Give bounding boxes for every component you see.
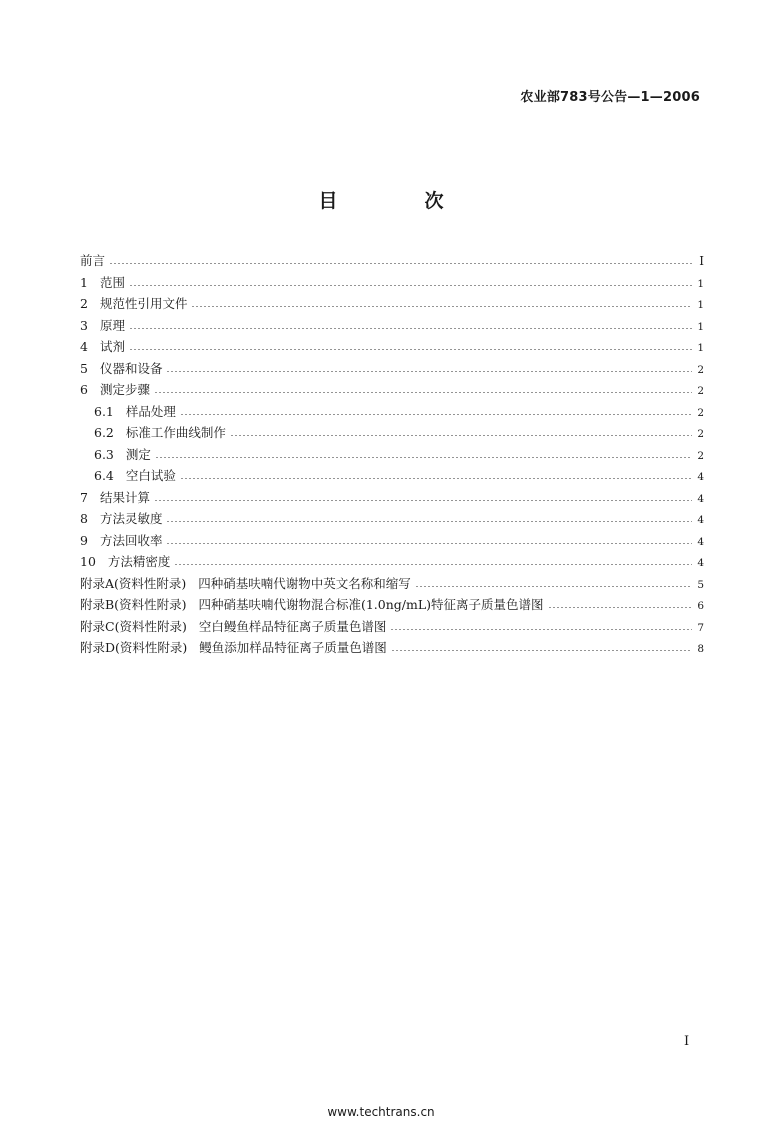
- toc-entry[interactable]: [80, 336, 704, 358]
- toc-entry[interactable]: [80, 487, 704, 509]
- toc-entry[interactable]: [80, 616, 704, 638]
- dot-leader: [180, 478, 692, 479]
- dot-leader: [230, 435, 692, 436]
- dot-leader: [166, 371, 692, 372]
- dot-leader: [166, 521, 692, 522]
- footer-url: www.techtrans.cn: [327, 1105, 435, 1119]
- toc-entry-page: 4: [697, 557, 704, 569]
- toc-entry-number: 6.3: [94, 446, 114, 462]
- toc-entry-page: 2: [697, 385, 704, 397]
- toc-title: 目 次: [318, 190, 478, 212]
- dot-leader: [129, 285, 692, 286]
- dot-leader: [415, 586, 692, 587]
- toc-entry-title: 测定: [125, 446, 151, 462]
- toc-entry-page: 7: [697, 621, 704, 634]
- toc-entry-page: 1: [697, 277, 704, 290]
- dot-leader: [155, 457, 692, 458]
- toc-entry-page: 1: [697, 320, 704, 333]
- toc-entry-page: 1: [697, 342, 704, 354]
- toc-entry[interactable]: [80, 293, 704, 315]
- toc-entry[interactable]: [80, 551, 704, 573]
- dot-leader: [109, 263, 692, 264]
- toc-entry-title: 方法精密度: [107, 554, 171, 569]
- dot-leader: [390, 629, 692, 630]
- table-of-contents: [80, 250, 704, 659]
- toc-entry[interactable]: [80, 573, 704, 595]
- toc-entry[interactable]: [80, 379, 704, 401]
- toc-entry-number: 6: [80, 382, 88, 397]
- toc-entry-page: 2: [697, 428, 704, 440]
- toc-entry[interactable]: [80, 422, 704, 444]
- toc-entry-number: 7: [80, 489, 88, 505]
- toc-entry[interactable]: [80, 315, 704, 337]
- toc-entry-page: 4: [697, 535, 704, 548]
- page-number: I: [684, 1034, 690, 1049]
- toc-entry-title: 仪器和设备: [99, 360, 163, 376]
- toc-entry-page: 1: [697, 299, 704, 311]
- toc-entry-title: 规范性引用文件: [99, 296, 188, 311]
- toc-entry-title: 样品处理: [125, 403, 176, 419]
- toc-entry-page: I: [699, 254, 704, 268]
- toc-entry-number: 6.4: [94, 468, 114, 483]
- toc-entry-title: 方法灵敏度: [99, 511, 163, 526]
- toc-entry-number: 6.1: [94, 403, 114, 419]
- toc-entry-title: 方法回收率: [99, 532, 163, 548]
- toc-entry-page: 2: [697, 449, 704, 462]
- dot-leader: [154, 392, 692, 393]
- toc-entry-page: 6: [697, 600, 704, 612]
- toc-entry[interactable]: [80, 594, 704, 616]
- toc-entry-number: 4: [80, 339, 88, 354]
- toc-entry-number: 3: [80, 317, 88, 333]
- toc-entry-number: 8: [80, 511, 88, 526]
- dot-leader: [129, 328, 692, 329]
- toc-entry-title: 前言: [80, 253, 106, 268]
- toc-entry-page: 5: [697, 578, 704, 591]
- dot-leader: [391, 650, 692, 651]
- toc-entry-number: 6.2: [94, 425, 114, 440]
- toc-entry-number: 5: [80, 360, 88, 376]
- dot-leader: [548, 607, 692, 608]
- toc-entry[interactable]: [80, 508, 704, 530]
- toc-entry[interactable]: [80, 637, 704, 659]
- toc-entry-page: 2: [697, 406, 704, 419]
- toc-entry-title: 标准工作曲线制作: [125, 425, 226, 440]
- toc-entry-title: 范围: [99, 274, 125, 290]
- toc-entry-title: 鳗鱼添加样品特征离子质量色谱图: [199, 640, 387, 655]
- toc-entry-number: 附录C(资料性附录): [80, 618, 187, 634]
- toc-entry[interactable]: [80, 444, 704, 466]
- toc-entry-title: 空白鳗鱼样品特征离子质量色谱图: [198, 618, 387, 634]
- dot-leader: [191, 306, 692, 307]
- toc-entry[interactable]: [80, 530, 704, 552]
- dot-leader: [129, 349, 692, 350]
- toc-entry[interactable]: [80, 250, 704, 272]
- toc-entry-page: 4: [697, 492, 704, 505]
- toc-entry-page: 4: [697, 471, 704, 483]
- toc-entry-number: 附录D(资料性附录): [80, 640, 188, 655]
- toc-entry-title: 四种硝基呋喃代谢物中英文名称和缩写: [198, 575, 411, 591]
- toc-entry-title: 四种硝基呋喃代谢物混合标准(1.0ng/mL)特征离子质量色谱图: [198, 597, 544, 612]
- dot-leader: [174, 564, 692, 565]
- toc-entry[interactable]: [80, 401, 704, 423]
- dot-leader: [154, 500, 692, 501]
- toc-entry-number: 1: [80, 274, 88, 290]
- toc-entry-page: 4: [697, 514, 704, 526]
- toc-entry-title: 结果计算: [99, 489, 150, 505]
- toc-entry-page: 2: [697, 363, 704, 376]
- dot-leader: [166, 543, 692, 544]
- toc-entry-number: 10: [80, 554, 96, 569]
- toc-entry[interactable]: [80, 358, 704, 380]
- toc-entry-title: 试剂: [99, 339, 125, 354]
- standard-code: 农业部783号公告—1—2006: [520, 90, 700, 105]
- toc-entry-number: 9: [80, 532, 88, 548]
- toc-entry-number: 2: [80, 296, 88, 311]
- toc-entry-number: 附录B(资料性附录): [80, 597, 187, 612]
- toc-entry[interactable]: [80, 272, 704, 294]
- toc-entry[interactable]: [80, 465, 704, 487]
- toc-entry-title: 原理: [99, 317, 125, 333]
- toc-entry-number: 附录A(资料性附录): [80, 575, 187, 591]
- toc-entry-title: 空白试验: [125, 468, 176, 483]
- toc-entry-page: 8: [697, 643, 704, 655]
- dot-leader: [180, 414, 692, 415]
- toc-entry-title: 测定步骤: [99, 382, 150, 397]
